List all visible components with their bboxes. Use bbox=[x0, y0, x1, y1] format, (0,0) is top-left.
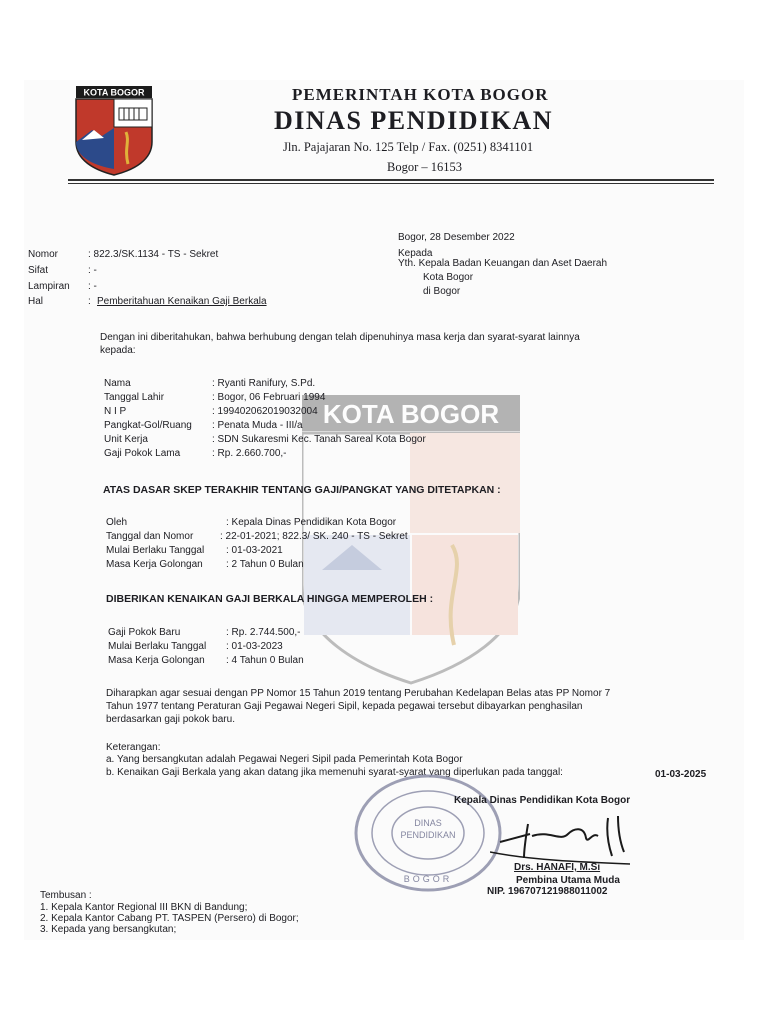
unit-label: Unit Kerja bbox=[104, 434, 148, 445]
cc-heading: Tembusan : bbox=[40, 890, 92, 901]
pangkat-value: : Penata Muda - III/a bbox=[212, 420, 303, 431]
note-b: b. Kenaikan Gaji Berkala yang akan datang jika memenuhi syarat-syarat yang diperlukan pada tanggal: bbox=[106, 767, 563, 778]
signatory-name: Drs. HANAFI, M.Si bbox=[514, 862, 601, 873]
hal-value: Pemberitahuan Kenaikan Gaji Berkala bbox=[97, 296, 267, 307]
hal-colon: : bbox=[88, 296, 91, 307]
svg-text:KOTA BOGOR: KOTA BOGOR bbox=[322, 399, 500, 429]
nomor-label: Nomor bbox=[28, 249, 59, 260]
addressee-yth: Yth. Kepala Badan Keuangan dan Aset Daerah bbox=[398, 258, 608, 269]
mulai-berlaku-baru-value: : 01-03-2023 bbox=[226, 641, 283, 652]
signature-title: Kepala Dinas Pendidikan Kota Bogor bbox=[454, 795, 631, 806]
mulai-berlaku-baru-label: Mulai Berlaku Tanggal bbox=[108, 641, 207, 652]
gaji-lama-label: Gaji Pokok Lama bbox=[104, 448, 181, 459]
ttl-value: : Bogor, 06 Februari 1994 bbox=[212, 392, 326, 403]
notes-heading: Keterangan: bbox=[106, 742, 161, 753]
letterhead-address: Jln. Pajajaran No. 125 Telp / Fax. (0251) 8341101 bbox=[283, 140, 534, 154]
nomor-value: : 822.3/SK.1134 - TS - Sekret bbox=[88, 249, 219, 260]
lampiran-label: Lampiran bbox=[28, 281, 70, 292]
mulai-berlaku-label: Mulai Berlaku Tanggal bbox=[106, 545, 205, 556]
svg-text:KOTA BOGOR: KOTA BOGOR bbox=[83, 87, 145, 98]
note-b-date: 01-03-2025 bbox=[655, 769, 707, 780]
oleh-value: : Kepala Dinas Pendidikan Kota Bogor bbox=[226, 517, 397, 528]
masa-kerja-label: Masa Kerja Golongan bbox=[106, 559, 203, 570]
svg-text:PENDIDIKAN: PENDIDIKAN bbox=[400, 830, 456, 840]
section1-heading: ATAS DASAR SKEP TERAKHIR TENTANG GAJI/PANGKAT YANG DITETAPKAN : bbox=[103, 484, 501, 496]
cc-item-3: 3. Kepada yang bersangkutan; bbox=[40, 924, 177, 935]
letterhead-divider bbox=[68, 179, 714, 181]
nama-value: : Ryanti Ranifury, S.Pd. bbox=[212, 378, 316, 389]
cc-item-2: 2. Kepala Kantor Cabang PT. TASPEN (Persero) di Bogor; bbox=[40, 913, 299, 924]
letterhead-divider-thin bbox=[68, 183, 714, 184]
masa-kerja-baru-value: : 4 Tahun 0 Bulan bbox=[226, 655, 304, 666]
addressee-place: di Bogor bbox=[423, 286, 461, 297]
sifat-label: Sifat bbox=[28, 265, 49, 276]
kota-bogor-logo bbox=[74, 84, 154, 176]
signatory-rank: Pembina Utama Muda bbox=[516, 875, 620, 886]
svg-text:BOGOR: BOGOR bbox=[403, 874, 453, 884]
letter-date: Bogor, 28 Desember 2022 bbox=[398, 232, 515, 243]
mulai-berlaku-value: : 01-03-2021 bbox=[226, 545, 283, 556]
tanggal-nomor-label: Tanggal dan Nomor bbox=[106, 531, 194, 542]
addressee-city: Kota Bogor bbox=[423, 272, 474, 283]
gaji-baru-label: Gaji Pokok Baru bbox=[108, 627, 181, 638]
ttl-label: Tanggal Lahir bbox=[104, 392, 165, 403]
letterhead-government: PEMERINTAH KOTA BOGOR bbox=[292, 85, 549, 104]
lampiran-value: : - bbox=[88, 281, 97, 292]
addressee-kepada: Kepada bbox=[398, 248, 433, 259]
letterhead-city: Bogor – 16153 bbox=[387, 160, 462, 174]
tanggal-nomor-value: : 22-01-2021; 822.3/ SK. 240 - TS - Sekret bbox=[220, 531, 408, 542]
masa-kerja-baru-label: Masa Kerja Golongan bbox=[108, 655, 205, 666]
cc-item-1: 1. Kepala Kantor Regional III BKN di Bandung; bbox=[40, 902, 248, 913]
nip-label: N I P bbox=[104, 406, 127, 417]
section2-heading: DIBERIKAN KENAIKAN GAJI BERKALA HINGGA MEMPEROLEH : bbox=[106, 593, 434, 605]
gaji-baru-value: : Rp. 2.744.500,- bbox=[226, 627, 301, 638]
official-stamp bbox=[352, 772, 504, 894]
masa-kerja-value: : 2 Tahun 0 Bulan bbox=[226, 559, 304, 570]
letterhead-agency: DINAS PENDIDIKAN bbox=[274, 106, 553, 135]
intro-line-1: Dengan ini diberitahukan, bahwa berhubung dengan telah dipenuhinya masa kerja dan syarat-syarat lainnya bbox=[100, 332, 580, 343]
hal-label: Hal bbox=[28, 296, 44, 307]
unit-value: : SDN Sukaresmi Kec. Tanah Sareal Kota Bogor bbox=[212, 434, 426, 445]
svg-text:DINAS: DINAS bbox=[414, 818, 442, 828]
nama-label: Nama bbox=[104, 378, 131, 389]
gaji-lama-value: : Rp. 2.660.700,- bbox=[212, 448, 287, 459]
closing-line-2: Tahun 1977 tentang Peraturan Gaji Pegawai Negeri Sipil, kepada pegawai tersebut dibayarkan penghasilan bbox=[106, 701, 583, 712]
intro-line-2: kepada: bbox=[100, 345, 136, 356]
pangkat-label: Pangkat-Gol/Ruang bbox=[104, 420, 192, 431]
sifat-value: : - bbox=[88, 265, 97, 276]
nip-value: : 199402062019032004 bbox=[212, 406, 318, 417]
closing-line-3: berdasarkan gaji pokok baru. bbox=[106, 714, 235, 725]
closing-line-1: Diharapkan agar sesuai dengan PP Nomor 15 Tahun 2019 tentang Perubahan Kedelapan Belas atas PP Nomor 7 bbox=[106, 688, 611, 699]
oleh-label: Oleh bbox=[106, 517, 128, 528]
signatory-nip: NIP. 196707121988011002 bbox=[487, 886, 608, 897]
handwritten-signature bbox=[490, 812, 640, 866]
note-a: a. Yang bersangkutan adalah Pegawai Negeri Sipil pada Pemerintah Kota Bogor bbox=[106, 754, 463, 765]
